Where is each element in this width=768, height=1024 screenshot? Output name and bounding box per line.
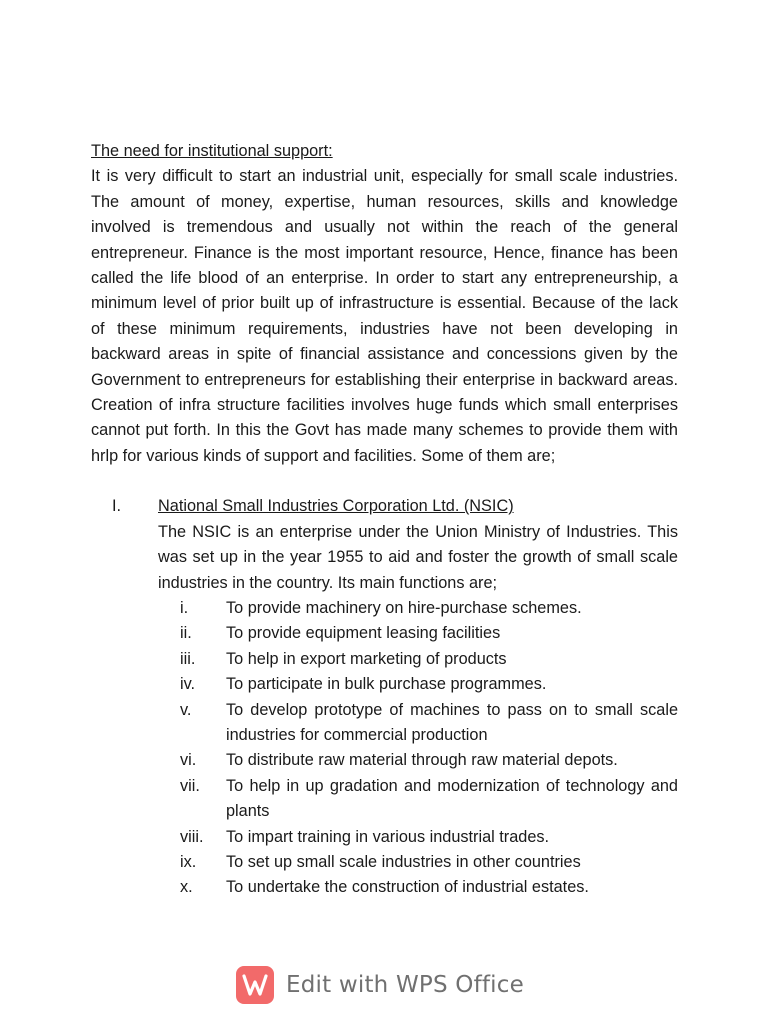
list-item-text: To distribute raw material through raw material depots. [226, 751, 618, 770]
list-item-number: viii. [180, 827, 204, 846]
list-item-number: vii. [180, 776, 200, 795]
list-item-number: ix. [180, 852, 197, 871]
watermark-text: Edit with WPS Office [286, 972, 524, 998]
list-item-number: v. [180, 700, 192, 719]
intro-paragraph: It is very difficult to start an industrial unit, especially for small scale industries. The amount of money, expertise, human resources, skills and knowledge involved is tremendous and usually not within the reach of the general entrepreneur. Finance is the most important resource, Hence, finance has been called the life blood of an enterprise. In order to start any entrepreneurship, a minimum level of prior built up of infrastructure is essential. Because of the lack of these minimum requirements, industries have not been developing in backward areas in spite of financial assistance and concessions given by the Government to entrepreneurs for establishing their enterprise in backward areas. Creation of infra structure facilities involves huge funds which small enterprises cannot put forth. In this the Govt has made many schemes to provide them with hrlp for various kinds of support and facilities. Some of them are; [91, 167, 678, 465]
section-numeral: I. [112, 497, 122, 516]
list-item-text: To help in export marketing of products [226, 649, 507, 668]
wps-watermark[interactable] [236, 964, 524, 1006]
document-content [91, 139, 678, 901]
list-item-text: To participate in bulk purchase programmes. [226, 675, 547, 694]
list-item-text: To help in up gradation and modernization of technology and plants [226, 776, 678, 821]
list-item-number: iii. [180, 649, 196, 668]
functions-list [158, 596, 678, 901]
list-item [158, 850, 678, 875]
list-item-number: iv. [180, 675, 196, 694]
list-item [158, 748, 678, 773]
list-item-number: vi. [180, 751, 197, 770]
list-item-number: i. [180, 598, 189, 617]
list-item-text: To develop prototype of machines to pass on to small scale industries for commercial production [226, 700, 678, 744]
list-item-number: x. [180, 878, 193, 897]
list-item-text: To impart training in various industrial trades. [226, 827, 550, 846]
list-item [158, 596, 678, 621]
list-item-text: To provide machinery on hire-purchase schemes. [226, 598, 582, 617]
section-title: National Small Industries Corporation Ltd. (NSIC) [158, 497, 514, 516]
list-item [158, 647, 678, 672]
list-item-text: To provide equipment leasing facilities [226, 624, 501, 643]
wps-logo-icon [236, 966, 274, 1004]
list-item [158, 698, 678, 749]
nsic-section [91, 494, 678, 901]
list-item-number: ii. [180, 624, 192, 643]
list-item [158, 825, 678, 850]
list-item [158, 621, 678, 646]
list-item [158, 672, 678, 697]
list-item [158, 774, 678, 825]
section-body [158, 494, 678, 901]
list-item-text: To undertake the construction of industrial estates. [226, 878, 589, 897]
section-description: The NSIC is an enterprise under the Union Ministry of Industries. This was set up in the year 1955 to aid and foster the growth of small scale industries in the country. Its main functions are; [158, 522, 678, 592]
list-item-text: To set up small scale industries in other countries [226, 852, 581, 871]
list-item [158, 875, 678, 900]
section-heading: The need for institutional support: [91, 142, 333, 160]
